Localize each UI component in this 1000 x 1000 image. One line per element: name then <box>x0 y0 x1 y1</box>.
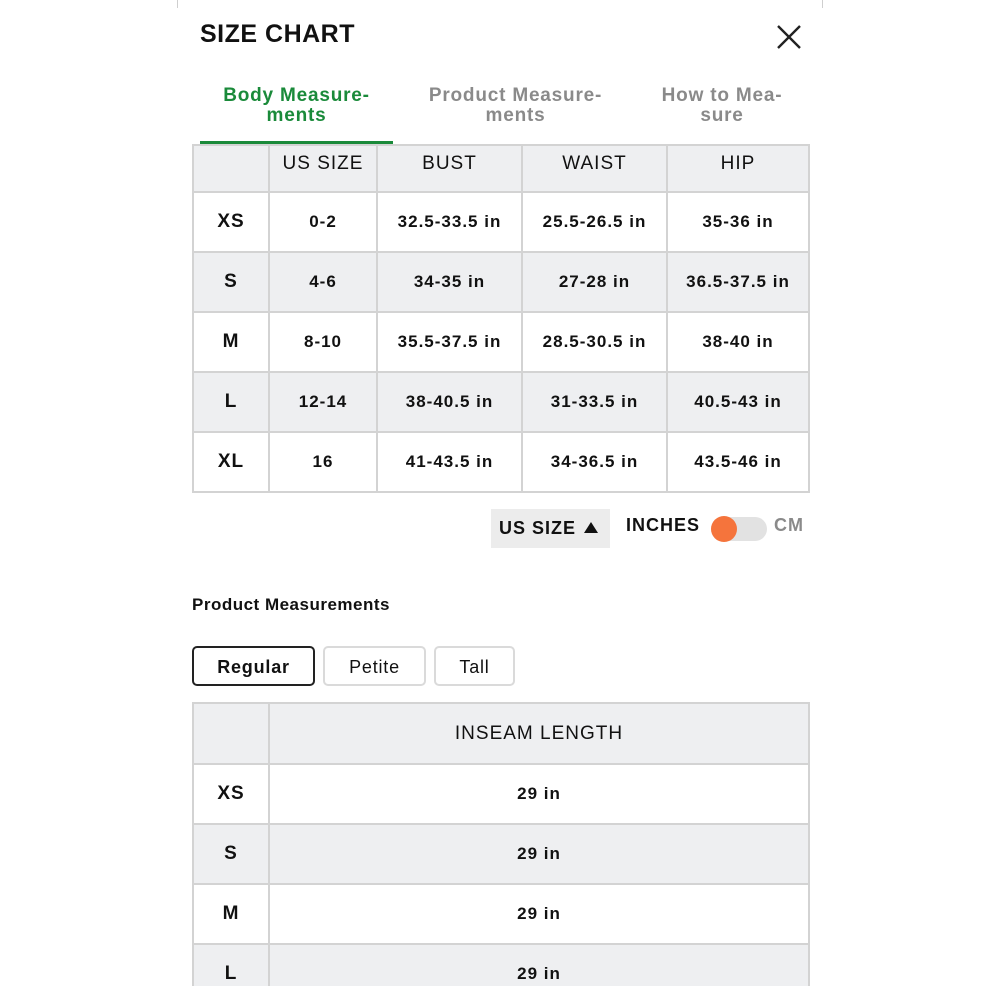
size-cell: XL <box>193 432 269 492</box>
table-cell: 36.5-37.5 in <box>667 252 809 312</box>
table-row <box>193 884 809 944</box>
size-cell: M <box>193 884 269 944</box>
size-cell: L <box>193 372 269 432</box>
size-cell: XS <box>193 764 269 824</box>
table-cell: 4-6 <box>269 252 377 312</box>
table-row <box>193 312 809 372</box>
unit-toggle[interactable] <box>711 515 767 543</box>
table-cell: 29 in <box>269 944 809 1000</box>
column-header: HIP <box>667 145 809 192</box>
table-cell: 35.5-37.5 in <box>377 312 522 372</box>
table-cell: 34-35 in <box>377 252 522 312</box>
product-measurements-table <box>192 702 810 1000</box>
tab-product-measurements[interactable] <box>413 86 618 126</box>
toggle-knob <box>711 516 737 542</box>
size-cell: M <box>193 312 269 372</box>
table-cell: 12-14 <box>269 372 377 432</box>
table-row <box>193 372 809 432</box>
table-header-row <box>193 703 809 764</box>
table-cell: 0-2 <box>269 192 377 252</box>
table-cell: 38-40.5 in <box>377 372 522 432</box>
table-cell: 40.5-43 in <box>667 372 809 432</box>
modal-title: SIZE CHART <box>200 20 355 48</box>
modal-edge-right <box>822 0 823 8</box>
table-row <box>193 824 809 884</box>
tab-body-measurements[interactable] <box>200 86 393 126</box>
column-header <box>193 703 269 764</box>
fit-tall-button[interactable]: Tall <box>434 646 515 686</box>
tab-label-line: Body Measure- <box>223 85 370 106</box>
table-cell: 35-36 in <box>667 192 809 252</box>
modal-edge-left <box>177 0 178 8</box>
table-cell: 43.5-46 in <box>667 432 809 492</box>
size-cell: S <box>193 252 269 312</box>
us-size-sort-button[interactable] <box>491 509 610 548</box>
product-measurements-heading: Product Measurements <box>192 595 390 614</box>
table-cell: 28.5-30.5 in <box>522 312 667 372</box>
column-header: US SIZE <box>269 145 377 192</box>
table-row <box>193 192 809 252</box>
tab-label-line: ments <box>266 105 327 126</box>
tab-how-to-measure[interactable] <box>643 86 801 126</box>
table-cell: 16 <box>269 432 377 492</box>
table-cell: 38-40 in <box>667 312 809 372</box>
size-cell: XS <box>193 192 269 252</box>
tab-label-line: ments <box>485 105 546 126</box>
table-cell: 34-36.5 in <box>522 432 667 492</box>
close-icon <box>772 20 806 54</box>
table-row <box>193 252 809 312</box>
table-cell: 27-28 in <box>522 252 667 312</box>
viewport-bottom-edge <box>0 986 1000 1000</box>
tab-bar <box>195 86 815 144</box>
unit-label-inches: INCHES <box>626 515 701 535</box>
table-row <box>193 432 809 492</box>
table-cell: 8-10 <box>269 312 377 372</box>
fit-petite-button[interactable]: Petite <box>323 646 426 686</box>
column-header: WAIST <box>522 145 667 192</box>
tab-label-line: sure <box>700 105 744 126</box>
unit-label-cm: CM <box>774 515 804 535</box>
triangle-up-icon <box>584 522 598 533</box>
table-cell: 41-43.5 in <box>377 432 522 492</box>
table-cell: 29 in <box>269 884 809 944</box>
close-button[interactable] <box>772 20 806 54</box>
table-cell: 29 in <box>269 824 809 884</box>
tab-label-line: How to Mea- <box>661 85 783 106</box>
size-cell: L <box>193 944 269 1000</box>
column-header: BUST <box>377 145 522 192</box>
table-header-row <box>193 145 809 192</box>
sort-label: US SIZE <box>499 518 577 538</box>
tab-label-line: Product Measure- <box>428 85 603 106</box>
body-measurements-table <box>192 144 810 493</box>
column-header: INSEAM LENGTH <box>269 703 809 764</box>
table-row <box>193 764 809 824</box>
table-cell: 25.5-26.5 in <box>522 192 667 252</box>
column-header <box>193 145 269 192</box>
table-cell: 29 in <box>269 764 809 824</box>
table-cell: 31-33.5 in <box>522 372 667 432</box>
table-cell: 32.5-33.5 in <box>377 192 522 252</box>
size-cell: S <box>193 824 269 884</box>
fit-regular-button[interactable]: Regular <box>192 646 315 686</box>
